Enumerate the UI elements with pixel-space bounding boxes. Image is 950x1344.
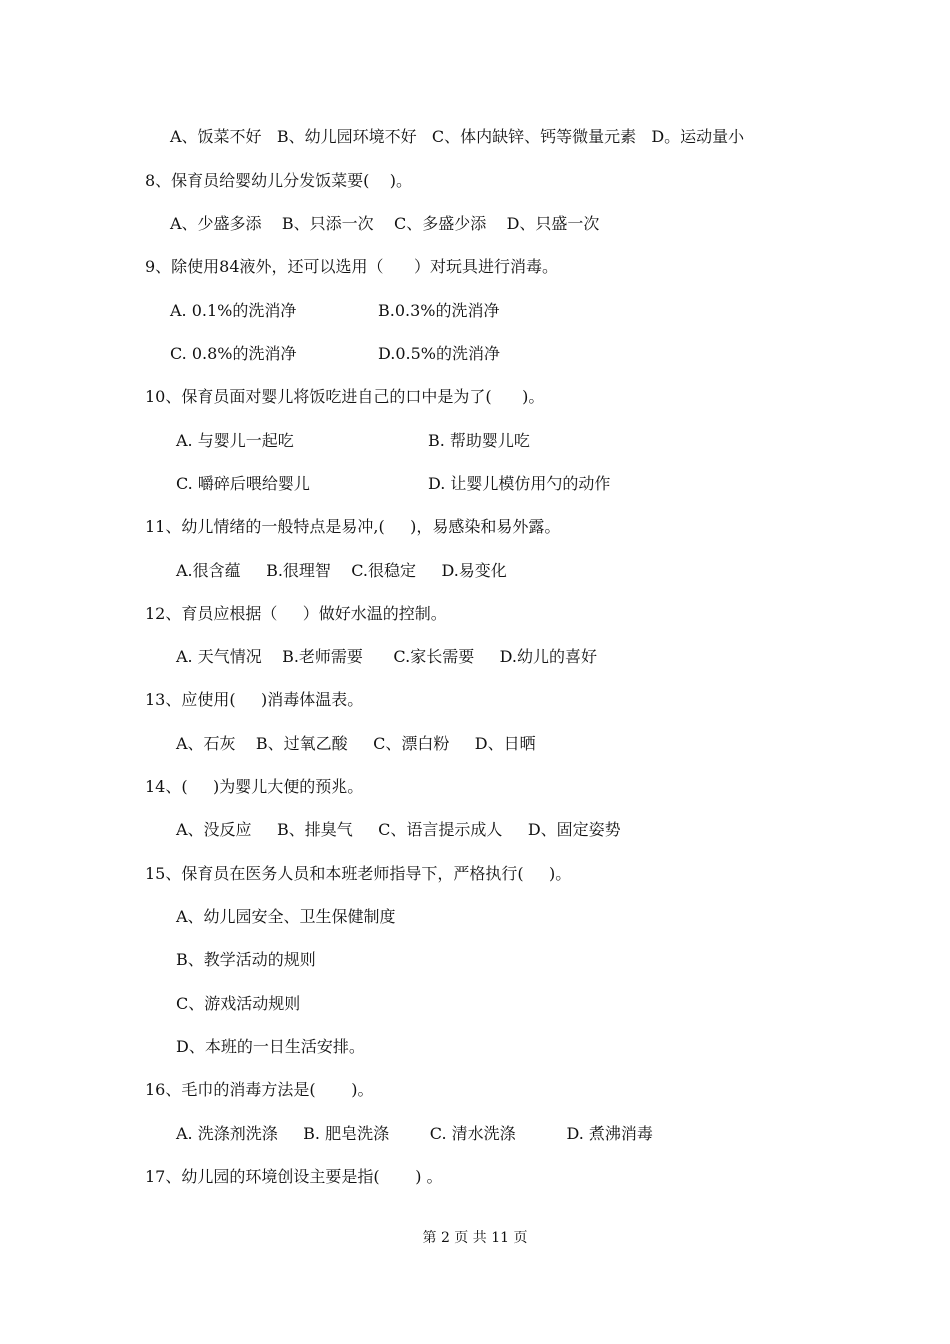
question-17: 17、幼儿园的环境创设主要是指( ) 。: [145, 1167, 443, 1186]
question-11: 11、幼儿情绪的一般特点是易冲,( )，易感染和易外露。: [145, 517, 561, 536]
q15-option-b: B、教学活动的规则: [176, 950, 316, 969]
q15-option-d: D、本班的一日生活安排。: [176, 1037, 365, 1056]
q10-option-b: B. 帮助婴儿吃: [428, 431, 530, 450]
q10-option-a: A. 与婴儿一起吃: [176, 431, 294, 450]
q8-options: A、少盛多添 B、只添一次 C、多盛少添 D、只盛一次: [170, 214, 600, 233]
q9-option-b: B.0.3%的洗消净: [378, 301, 500, 320]
q9-option-a: A. 0.1%的洗消净: [170, 301, 297, 320]
q16-options: A. 洗涤剂洗涤 B. 肥皂洗涤 C. 清水洗涤 D. 煮沸消毒: [176, 1124, 653, 1143]
question-16: 16、毛巾的消毒方法是( )。: [145, 1080, 374, 1099]
q11-options: A.很含蕴 B.很理智 C.很稳定 D.易变化: [176, 561, 507, 580]
question-14: 14、( )为婴儿大便的预兆。: [145, 777, 364, 796]
question-10: 10、保育员面对婴儿将饭吃进自己的口中是为了( )。: [145, 387, 545, 406]
question-12: 12、育员应根据（ ）做好水温的控制。: [145, 604, 447, 623]
question-8: 8、保育员给婴幼儿分发饭菜要( )。: [145, 171, 413, 190]
q12-options: A. 天气情况 B.老师需要 C.家长需要 D.幼儿的喜好: [176, 647, 597, 666]
q13-options: A、石灰 B、过氧乙酸 C、漂白粉 D、日晒: [176, 734, 536, 753]
page-footer: 第 2 页 共 11 页: [422, 1230, 528, 1246]
q10-option-c: C. 嚼碎后喂给婴儿: [176, 474, 310, 493]
q15-option-c: C、游戏活动规则: [176, 994, 301, 1013]
question-13: 13、应使用( )消毒体温表。: [145, 690, 364, 709]
question-9: 9、除使用84液外，还可以选用（ ）对玩具进行消毒。: [145, 257, 559, 276]
question-15: 15、保育员在医务人员和本班老师指导下，严格执行( )。: [145, 864, 572, 883]
q7-options: A、饭菜不好 B、幼儿园环境不好 C、体内缺锌、钙等微量元素 D。运动量小: [170, 127, 745, 146]
q15-option-a: A、幼儿园安全、卫生保健制度: [176, 907, 396, 926]
q9-option-c: C. 0.8%的洗消净: [170, 344, 297, 363]
q14-options: A、没反应 B、排臭气 C、语言提示成人 D、固定姿势: [176, 820, 621, 839]
q10-option-d: D. 让婴儿模仿用勺的动作: [428, 474, 611, 493]
q9-option-d: D.0.5%的洗消净: [378, 344, 500, 363]
